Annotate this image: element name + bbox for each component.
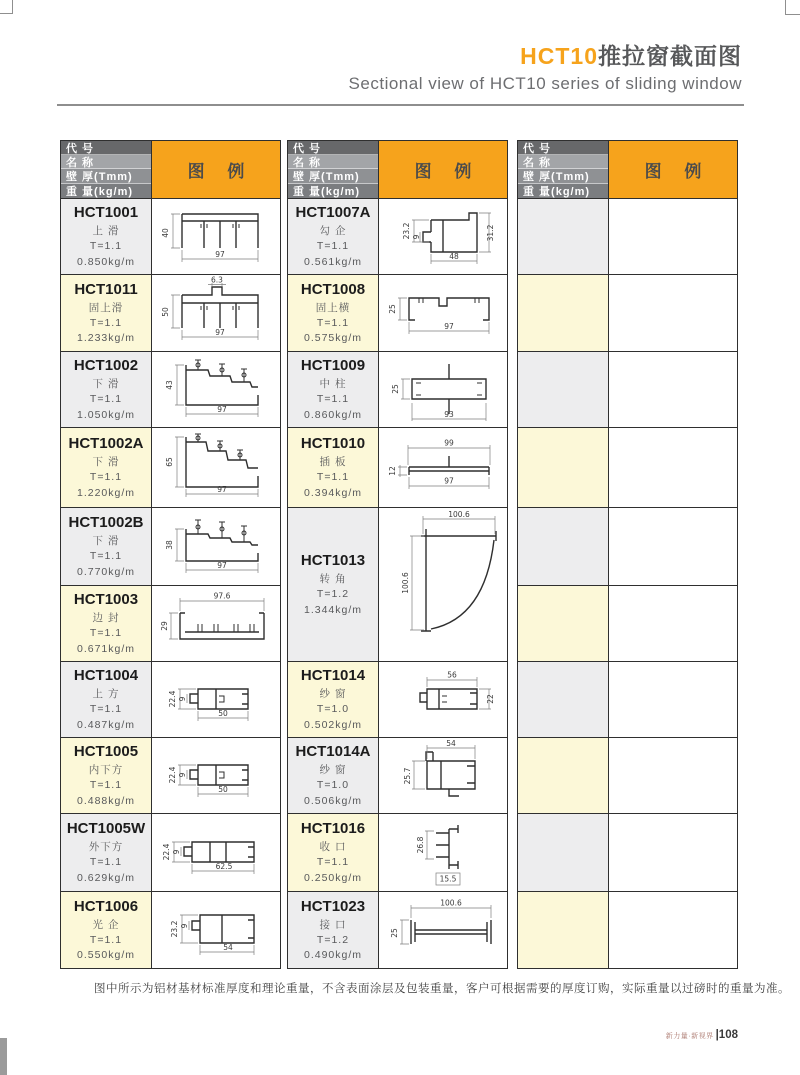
svg-text:97: 97 bbox=[217, 560, 227, 570]
profile-drawing-hct1016 bbox=[379, 814, 507, 891]
header-weight: 重 量(kg/m) bbox=[518, 184, 608, 198]
svg-text:26.8: 26.8 bbox=[416, 836, 425, 853]
profile-code: HCT1005W bbox=[66, 820, 146, 838]
profile-weight: 0.250kg/m bbox=[303, 871, 363, 884]
header-legend: 图 例 bbox=[379, 141, 507, 198]
profile-weight: 0.629kg/m bbox=[76, 871, 136, 884]
profile-code: HCT1002B bbox=[68, 514, 144, 532]
profile-weight: 0.394kg/m bbox=[303, 486, 363, 499]
table-row bbox=[288, 814, 507, 892]
table-header-labels bbox=[288, 141, 379, 198]
profile-info-hct1014 bbox=[288, 662, 379, 737]
page-title-main: 推拉窗截面图 bbox=[598, 43, 742, 69]
profile-thickness: T=1.0 bbox=[316, 703, 350, 716]
header-legend: 图 例 bbox=[152, 141, 280, 198]
profile-info-hct1005 bbox=[61, 738, 152, 813]
profile-name: 勾 企 bbox=[319, 225, 347, 238]
profile-name: 上 方 bbox=[92, 688, 120, 701]
table-row bbox=[61, 662, 280, 738]
profile-name: 中 柱 bbox=[319, 378, 347, 391]
profile-name: 转 角 bbox=[319, 573, 347, 586]
table-row bbox=[61, 428, 280, 508]
profile-weight: 1.233kg/m bbox=[76, 332, 136, 345]
profile-name: 接 口 bbox=[319, 918, 347, 931]
profile-code: HCT1010 bbox=[300, 435, 366, 453]
profile-thickness: T=1.1 bbox=[89, 393, 123, 406]
table-header-labels bbox=[61, 141, 152, 198]
profile-thickness: T=1.1 bbox=[89, 471, 123, 484]
profile-code: HCT1023 bbox=[300, 897, 366, 915]
empty-info-cell bbox=[518, 352, 609, 427]
print-corner-mark-top-right bbox=[785, 0, 800, 15]
footnote: 图中所示为铝材基材标准厚度和理论重量，不含表面涂层及包装重量，客户可根据需要的厚度订购，实际重量以过磅时的重量为准。 bbox=[94, 983, 790, 995]
empty-drawing-cell bbox=[609, 352, 737, 427]
svg-text:9: 9 bbox=[178, 772, 187, 777]
header-weight: 重 量(kg/m) bbox=[61, 184, 151, 198]
profile-code: HCT1014 bbox=[300, 667, 366, 685]
svg-text:9: 9 bbox=[172, 849, 181, 854]
profile-thickness: T=1.1 bbox=[316, 240, 350, 253]
profile-drawing-hct1002b bbox=[152, 508, 280, 585]
profile-drawing-hct1006 bbox=[152, 892, 280, 968]
profile-weight: 0.487kg/m bbox=[76, 718, 136, 731]
profile-drawing-hct1013 bbox=[379, 508, 507, 661]
header-legend: 图 例 bbox=[609, 141, 737, 198]
profile-drawing-hct1005w bbox=[152, 814, 280, 891]
page-title bbox=[349, 44, 742, 69]
profile-weight: 1.050kg/m bbox=[76, 408, 136, 421]
profile-code: HCT1009 bbox=[300, 357, 366, 375]
svg-text:100.6: 100.6 bbox=[440, 898, 462, 908]
empty-drawing-cell bbox=[609, 199, 737, 274]
empty-drawing-cell bbox=[609, 275, 737, 351]
profile-name: 纱 窗 bbox=[319, 764, 347, 777]
empty-drawing-cell bbox=[609, 586, 737, 661]
profile-code: HCT1008 bbox=[300, 280, 366, 298]
empty-drawing-cell bbox=[609, 738, 737, 813]
profile-info-hct1014a bbox=[288, 738, 379, 813]
profile-info-hct1002 bbox=[61, 352, 152, 427]
table-row bbox=[288, 199, 507, 275]
profile-drawing-hct1002 bbox=[152, 352, 280, 427]
profile-code: HCT1014A bbox=[295, 743, 371, 761]
footer-brand: 新力量·新视界 bbox=[665, 1033, 714, 1040]
profile-thickness: T=1.1 bbox=[89, 933, 123, 946]
empty-drawing-cell bbox=[609, 662, 737, 737]
empty-info-cell bbox=[518, 508, 609, 585]
profile-drawing-hct1008 bbox=[379, 275, 507, 351]
profile-thickness: T=1.1 bbox=[316, 393, 350, 406]
profile-code: HCT1006 bbox=[73, 897, 139, 915]
header-divider bbox=[57, 104, 744, 106]
profile-name: 下 滑 bbox=[92, 456, 120, 469]
profile-drawing-hct1023 bbox=[379, 892, 507, 968]
svg-text:50: 50 bbox=[161, 306, 170, 317]
profile-drawing-hct1003 bbox=[152, 586, 280, 661]
svg-text:50: 50 bbox=[218, 708, 228, 718]
svg-text:23.2: 23.2 bbox=[402, 222, 411, 239]
page-number: |108 bbox=[715, 1029, 738, 1041]
profile-drawing-hct1011 bbox=[152, 275, 280, 351]
profile-drawing-hct1014 bbox=[379, 662, 507, 737]
page-title-accent: HCT10 bbox=[520, 43, 598, 69]
profile-weight: 0.561kg/m bbox=[303, 255, 363, 268]
profile-name: 上 滑 bbox=[92, 225, 120, 238]
table-row bbox=[61, 738, 280, 814]
table-row bbox=[288, 892, 507, 968]
empty-drawing-cell bbox=[609, 814, 737, 891]
header-code: 代 号 bbox=[288, 141, 378, 155]
profile-drawing-hct1010 bbox=[379, 428, 507, 507]
table-row bbox=[61, 586, 280, 662]
empty-info-cell bbox=[518, 814, 609, 891]
empty-drawing-cell bbox=[609, 508, 737, 585]
svg-text:48: 48 bbox=[449, 251, 459, 261]
profile-code: HCT1016 bbox=[300, 820, 366, 838]
table-row bbox=[288, 428, 507, 508]
table-row-empty bbox=[518, 275, 737, 352]
svg-text:9: 9 bbox=[178, 696, 187, 701]
svg-text:6.3: 6.3 bbox=[211, 275, 223, 284]
header-thickness: 壁 厚(Tmm) bbox=[61, 169, 151, 184]
profile-info-hct1002a bbox=[61, 428, 152, 507]
svg-text:97: 97 bbox=[215, 249, 225, 259]
profile-info-hct1001 bbox=[61, 199, 152, 274]
profile-code: HCT1003 bbox=[73, 591, 139, 609]
empty-info-cell bbox=[518, 662, 609, 737]
svg-text:43: 43 bbox=[165, 379, 174, 390]
profile-name: 下 滑 bbox=[92, 535, 120, 548]
svg-text:56: 56 bbox=[447, 670, 457, 679]
svg-text:9: 9 bbox=[412, 234, 421, 239]
svg-text:100.6: 100.6 bbox=[448, 509, 470, 519]
profile-info-hct1010 bbox=[288, 428, 379, 507]
profile-name: 外下方 bbox=[88, 841, 124, 854]
page-subtitle: Sectional view of HCT10 series of sliding window bbox=[348, 74, 742, 94]
table-row bbox=[288, 508, 507, 662]
table-row bbox=[61, 275, 280, 352]
profile-thickness: T=1.1 bbox=[316, 471, 350, 484]
svg-text:50: 50 bbox=[218, 784, 228, 794]
svg-text:15.5: 15.5 bbox=[439, 874, 457, 883]
profile-code: HCT1011 bbox=[74, 280, 138, 298]
profile-info-hct1013 bbox=[288, 508, 379, 661]
header-weight: 重 量(kg/m) bbox=[288, 184, 378, 198]
profile-name: 固上横 bbox=[315, 301, 351, 314]
print-corner-mark-top-left bbox=[0, 0, 13, 14]
table-row bbox=[61, 508, 280, 586]
svg-text:54: 54 bbox=[223, 943, 233, 952]
svg-text:12: 12 bbox=[388, 465, 397, 476]
svg-text:22.4: 22.4 bbox=[162, 843, 171, 860]
profile-info-hct1008 bbox=[288, 275, 379, 351]
table-row bbox=[288, 738, 507, 814]
svg-text:22.4: 22.4 bbox=[168, 766, 177, 783]
profile-code: HCT1004 bbox=[73, 667, 139, 685]
profile-name: 插 板 bbox=[319, 456, 347, 469]
profile-name: 内下方 bbox=[88, 764, 124, 777]
table-header bbox=[61, 141, 280, 199]
header-name: 名 称 bbox=[288, 155, 378, 169]
header-code: 代 号 bbox=[61, 141, 151, 155]
profile-drawing-hct1014a bbox=[379, 738, 507, 813]
svg-text:25: 25 bbox=[388, 303, 397, 314]
empty-info-cell bbox=[518, 892, 609, 968]
empty-info-cell bbox=[518, 199, 609, 274]
profile-info-hct1003 bbox=[61, 586, 152, 661]
profile-name: 下 滑 bbox=[92, 378, 120, 391]
profile-info-hct1009 bbox=[288, 352, 379, 427]
empty-drawing-cell bbox=[609, 892, 737, 968]
profile-code: HCT1002A bbox=[68, 435, 144, 453]
svg-text:38: 38 bbox=[165, 539, 174, 550]
profile-weight: 1.220kg/m bbox=[76, 486, 136, 499]
svg-text:65: 65 bbox=[165, 456, 174, 467]
profile-code: HCT1001 bbox=[73, 204, 139, 222]
table-row-empty bbox=[518, 352, 737, 428]
profile-weight: 0.488kg/m bbox=[76, 794, 136, 807]
profile-thickness: T=1.1 bbox=[316, 316, 350, 329]
svg-text:9: 9 bbox=[180, 923, 189, 929]
profile-code: HCT1005 bbox=[73, 743, 139, 761]
profile-thickness: T=1.1 bbox=[89, 240, 123, 253]
table-row-empty bbox=[518, 662, 737, 738]
profile-thickness: T=1.1 bbox=[89, 627, 123, 640]
profile-name: 边 封 bbox=[92, 612, 120, 625]
svg-text:31.2: 31.2 bbox=[486, 224, 495, 241]
svg-text:99: 99 bbox=[444, 438, 454, 447]
profile-thickness: T=1.1 bbox=[316, 856, 350, 869]
svg-text:22.4: 22.4 bbox=[168, 690, 177, 707]
svg-text:29: 29 bbox=[160, 620, 169, 631]
table-row-empty bbox=[518, 199, 737, 275]
table-row-empty bbox=[518, 738, 737, 814]
empty-info-cell bbox=[518, 586, 609, 661]
table-row bbox=[288, 662, 507, 738]
profile-weight: 1.344kg/m bbox=[303, 603, 363, 616]
svg-text:93: 93 bbox=[444, 409, 454, 419]
svg-text:97: 97 bbox=[217, 404, 227, 414]
profile-weight: 0.850kg/m bbox=[76, 255, 136, 268]
profile-weight: 0.506kg/m bbox=[303, 794, 363, 807]
profile-thickness: T=1.0 bbox=[316, 779, 350, 792]
profile-table-column-1 bbox=[60, 140, 281, 969]
profile-code: HCT1002 bbox=[73, 357, 139, 375]
profile-info-hct1004 bbox=[61, 662, 152, 737]
svg-text:97: 97 bbox=[444, 476, 454, 485]
profile-thickness: T=1.1 bbox=[89, 779, 123, 792]
svg-text:40: 40 bbox=[161, 227, 170, 238]
profile-info-hct1002b bbox=[61, 508, 152, 585]
table-row-empty bbox=[518, 586, 737, 662]
profile-info-hct1016 bbox=[288, 814, 379, 891]
profile-thickness: T=1.1 bbox=[89, 856, 123, 869]
profile-thickness: T=1.1 bbox=[89, 316, 123, 329]
profile-drawing-hct1004 bbox=[152, 662, 280, 737]
svg-text:23.2: 23.2 bbox=[170, 920, 179, 938]
svg-text:100.6: 100.6 bbox=[401, 571, 410, 594]
page-header bbox=[349, 44, 742, 94]
table-row-empty bbox=[518, 428, 737, 508]
svg-text:97.6: 97.6 bbox=[213, 591, 231, 600]
empty-drawing-cell bbox=[609, 428, 737, 507]
svg-text:97: 97 bbox=[217, 484, 227, 494]
svg-text:25: 25 bbox=[391, 383, 400, 394]
svg-text:97: 97 bbox=[444, 321, 454, 331]
profile-thickness: T=1.2 bbox=[316, 933, 350, 946]
empty-info-cell bbox=[518, 428, 609, 507]
empty-info-cell bbox=[518, 275, 609, 351]
bleed-strip bbox=[0, 1038, 7, 1075]
table-row bbox=[61, 352, 280, 428]
profile-drawing-hct1009 bbox=[379, 352, 507, 427]
svg-text:22: 22 bbox=[486, 693, 495, 704]
svg-text:62.5: 62.5 bbox=[215, 861, 233, 871]
profile-weight: 0.860kg/m bbox=[303, 408, 363, 421]
table-row bbox=[288, 352, 507, 428]
header-thickness: 壁 厚(Tmm) bbox=[288, 169, 378, 184]
table-row bbox=[61, 814, 280, 892]
profile-code: HCT1007A bbox=[295, 204, 371, 222]
table-row-empty bbox=[518, 892, 737, 968]
empty-info-cell bbox=[518, 738, 609, 813]
table-row bbox=[61, 199, 280, 275]
profile-name: 固上滑 bbox=[88, 301, 124, 314]
profile-name: 收 口 bbox=[319, 841, 347, 854]
profile-thickness: T=1.1 bbox=[89, 703, 123, 716]
table-row-empty bbox=[518, 508, 737, 586]
profile-info-hct1023 bbox=[288, 892, 379, 968]
profile-name: 纱 窗 bbox=[319, 688, 347, 701]
profile-weight: 0.490kg/m bbox=[303, 949, 363, 962]
profile-weight: 0.671kg/m bbox=[76, 642, 136, 655]
profile-info-hct1005w bbox=[61, 814, 152, 891]
table-row-empty bbox=[518, 814, 737, 892]
profile-info-hct1007a bbox=[288, 199, 379, 274]
profile-drawing-hct1007a bbox=[379, 199, 507, 274]
header-name: 名 称 bbox=[61, 155, 151, 169]
profile-table-column-3 bbox=[517, 140, 738, 969]
header-code: 代 号 bbox=[518, 141, 608, 155]
header-name: 名 称 bbox=[518, 155, 608, 169]
svg-text:97: 97 bbox=[215, 327, 225, 337]
profile-info-hct1011 bbox=[61, 275, 152, 351]
profile-weight: 0.550kg/m bbox=[76, 949, 136, 962]
svg-text:25: 25 bbox=[390, 928, 399, 938]
table-header-labels bbox=[518, 141, 609, 198]
header-thickness: 壁 厚(Tmm) bbox=[518, 169, 608, 184]
profile-name: 光 企 bbox=[92, 918, 120, 931]
profile-thickness: T=1.1 bbox=[89, 550, 123, 563]
svg-text:25.7: 25.7 bbox=[403, 767, 412, 784]
profile-weight: 0.575kg/m bbox=[303, 332, 363, 345]
svg-text:54: 54 bbox=[446, 738, 456, 748]
page-footer bbox=[666, 1029, 738, 1041]
profile-drawing-hct1001 bbox=[152, 199, 280, 274]
profile-drawing-hct1005 bbox=[152, 738, 280, 813]
profile-drawing-hct1002a bbox=[152, 428, 280, 507]
profile-code: HCT1013 bbox=[300, 552, 366, 570]
profile-thickness: T=1.2 bbox=[316, 588, 350, 601]
profile-table-column-2 bbox=[287, 140, 508, 969]
table-row bbox=[288, 275, 507, 352]
table-header bbox=[518, 141, 737, 199]
profile-weight: 0.502kg/m bbox=[303, 718, 363, 731]
table-header bbox=[288, 141, 507, 199]
profile-weight: 0.770kg/m bbox=[76, 565, 136, 578]
profile-info-hct1006 bbox=[61, 892, 152, 968]
table-row bbox=[61, 892, 280, 968]
